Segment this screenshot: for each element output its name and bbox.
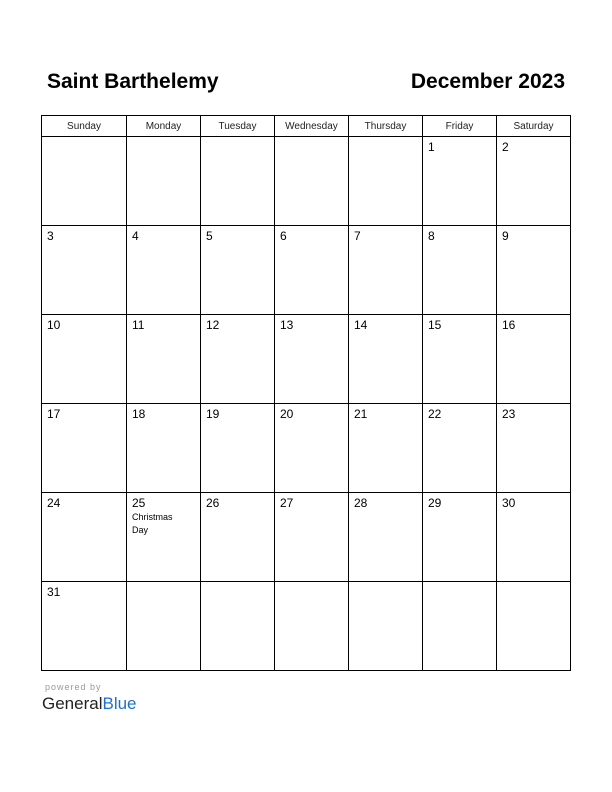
- weekday-header-row: [42, 116, 571, 137]
- weekday-wednesday: Wednesday: [275, 116, 349, 137]
- day-number: 7: [354, 229, 361, 243]
- day-number: 10: [47, 318, 61, 332]
- holiday-label-line1: Christmas: [132, 512, 173, 522]
- day-number: 18: [132, 407, 146, 421]
- day-cell: [423, 493, 497, 582]
- day-number: 5: [206, 229, 213, 243]
- day-number: 13: [280, 318, 294, 332]
- day-number: 6: [280, 229, 287, 243]
- day-number: 26: [206, 496, 220, 510]
- powered-by-text: powered by: [45, 682, 102, 692]
- day-number: [127, 137, 200, 140]
- day-cell: [423, 137, 497, 226]
- brand-name-blue: Blue: [102, 694, 137, 713]
- day-cell: [275, 493, 349, 582]
- day-cell: [497, 493, 571, 582]
- day-number: 23: [502, 407, 516, 421]
- day-cell: [201, 582, 275, 671]
- day-cell: [42, 137, 127, 226]
- day-cell: [275, 226, 349, 315]
- day-number: [127, 582, 200, 585]
- day-cell: [275, 404, 349, 493]
- day-cell: [42, 226, 127, 315]
- day-number: 16: [502, 318, 516, 332]
- day-number: 31: [47, 585, 61, 599]
- day-cell: [42, 404, 127, 493]
- holiday-label: [127, 510, 200, 537]
- day-cell: [349, 582, 423, 671]
- week-row: [42, 582, 571, 671]
- generalblue-logo[interactable]: [42, 694, 137, 714]
- day-number: [349, 582, 422, 585]
- day-cell-christmas: [127, 493, 201, 582]
- week-row: [42, 137, 571, 226]
- day-cell: [423, 582, 497, 671]
- day-cell: [201, 315, 275, 404]
- day-number: 20: [280, 407, 294, 421]
- calendar-month-title: December 2023: [410, 70, 565, 93]
- week-row: [42, 315, 571, 404]
- weekday-monday: Monday: [127, 116, 201, 137]
- day-number: 28: [354, 496, 368, 510]
- day-cell: [275, 315, 349, 404]
- week-row: [42, 404, 571, 493]
- day-cell: [497, 315, 571, 404]
- day-cell: [423, 226, 497, 315]
- day-cell: [497, 137, 571, 226]
- holiday-label-line2: Day: [132, 525, 149, 535]
- day-cell: [201, 404, 275, 493]
- day-number: 3: [47, 229, 54, 243]
- day-cell: [275, 137, 349, 226]
- day-cell: [497, 404, 571, 493]
- day-cell: [349, 404, 423, 493]
- day-number: 1: [428, 140, 435, 154]
- day-number: 21: [354, 407, 368, 421]
- day-number: 2: [502, 140, 509, 154]
- weekday-friday: Friday: [423, 116, 497, 137]
- day-cell: [201, 226, 275, 315]
- day-number: 30: [502, 496, 516, 510]
- day-number: 11: [132, 318, 145, 332]
- day-number: [201, 582, 274, 585]
- day-number: 27: [280, 496, 294, 510]
- day-cell: [42, 582, 127, 671]
- day-cell: [349, 493, 423, 582]
- day-number: 4: [132, 229, 139, 243]
- day-cell: [423, 315, 497, 404]
- day-number: 24: [47, 496, 61, 510]
- day-number: [423, 582, 496, 585]
- day-number: [42, 137, 126, 140]
- week-row: [42, 493, 571, 582]
- week-row: [42, 226, 571, 315]
- day-cell: [127, 315, 201, 404]
- day-cell: [42, 493, 127, 582]
- weekday-thursday: Thursday: [349, 116, 423, 137]
- day-cell: [349, 315, 423, 404]
- weekday-tuesday: Tuesday: [201, 116, 275, 137]
- day-cell: [127, 226, 201, 315]
- day-number: 29: [428, 496, 442, 510]
- day-cell: [127, 404, 201, 493]
- day-number: 8: [428, 229, 435, 243]
- day-cell: [423, 404, 497, 493]
- day-cell: [42, 315, 127, 404]
- day-number: [349, 137, 422, 140]
- day-cell: [127, 137, 201, 226]
- day-number: [497, 582, 570, 585]
- day-number: 14: [354, 318, 368, 332]
- day-cell: [201, 137, 275, 226]
- day-number: 9: [502, 229, 509, 243]
- day-cell: [349, 226, 423, 315]
- brand-name-general: General: [42, 694, 103, 713]
- day-number: [275, 582, 348, 585]
- day-cell: [275, 582, 349, 671]
- day-number: 15: [428, 318, 442, 332]
- day-number: [201, 137, 274, 140]
- day-number: 12: [206, 318, 220, 332]
- weekday-saturday: Saturday: [497, 116, 571, 137]
- day-cell: [497, 582, 571, 671]
- day-number: [275, 137, 348, 140]
- day-cell: [201, 493, 275, 582]
- day-cell: [349, 137, 423, 226]
- day-number: 19: [206, 407, 220, 421]
- day-number: 17: [47, 407, 61, 421]
- day-number: 22: [428, 407, 442, 421]
- day-cell: [497, 226, 571, 315]
- calendar-grid: [41, 115, 571, 671]
- day-number: 25: [132, 496, 146, 510]
- calendar-region-title: Saint Barthelemy: [47, 70, 219, 93]
- weekday-sunday: Sunday: [42, 116, 127, 137]
- day-cell: [127, 582, 201, 671]
